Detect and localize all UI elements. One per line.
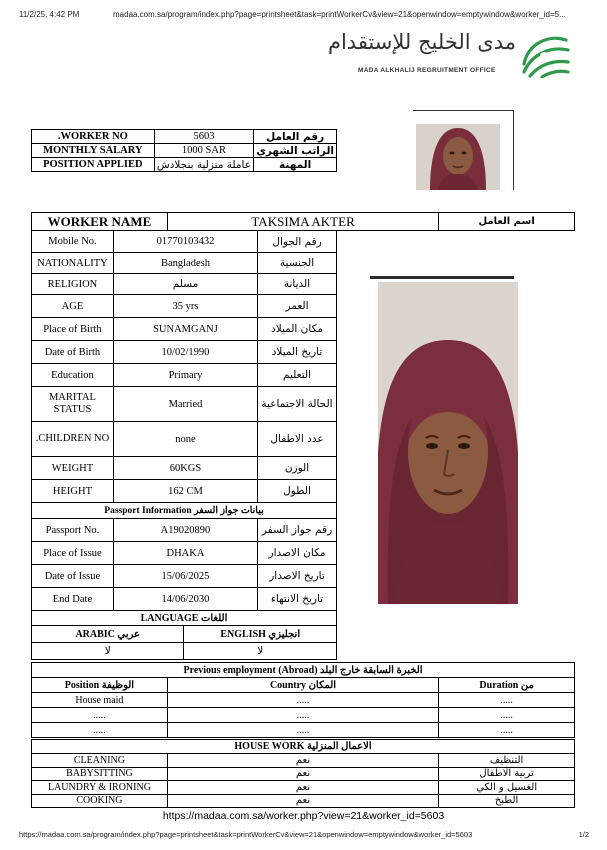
english-label: ENGLISH انجليزي xyxy=(184,626,337,643)
detail-ar: العمر xyxy=(258,295,337,318)
col-position: Position الوظيفة xyxy=(32,678,168,693)
passport-value: 14/06/2030 xyxy=(113,588,257,611)
table-row xyxy=(32,341,337,364)
salary-value: 1000 SAR xyxy=(154,144,254,158)
detail-label: Place of Birth xyxy=(32,318,114,341)
table-row xyxy=(32,422,337,457)
detail-value: none xyxy=(113,422,257,457)
detail-value: مسلم xyxy=(113,274,257,295)
house-work-heading: HOUSE WORK الاعمال المنزلية xyxy=(32,740,575,754)
table-row xyxy=(32,387,337,422)
passport-value: DHAKA xyxy=(113,542,257,565)
table-row xyxy=(32,231,337,253)
table-row xyxy=(32,767,575,781)
table-row xyxy=(32,295,337,318)
table-row xyxy=(32,611,337,626)
detail-ar: الطول xyxy=(258,480,337,503)
passport-ar: مكان الاصدار xyxy=(258,542,337,565)
detail-label: Mobile No. xyxy=(32,231,114,253)
table-row xyxy=(32,693,575,708)
employment-heading: Previous employment (Abroad) الخبرة السابقة خارج البلد xyxy=(32,663,575,678)
detail-label: Date of Birth xyxy=(32,341,114,364)
table-row xyxy=(32,158,337,172)
detail-label: WEIGHT xyxy=(32,457,114,480)
worker-portrait-image xyxy=(416,124,500,190)
detail-label: Education xyxy=(32,364,114,387)
table-row xyxy=(32,781,575,795)
passport-ar: تاريخ الانتهاء xyxy=(258,588,337,611)
worker-name-ar: اسم العامل xyxy=(439,213,575,231)
table-row xyxy=(32,588,337,611)
table-row xyxy=(32,364,337,387)
col-country: Country المكان xyxy=(167,678,438,693)
print-url: madaa.com.sa/program/index.php?page=printsheet&task=printWorkerCv&view=21&openwindow=emptywindow&worker_id=5... xyxy=(113,10,566,19)
detail-value: SUNAMGANJ xyxy=(113,318,257,341)
passport-value: A19020890 xyxy=(113,519,257,542)
house-work-table xyxy=(31,739,575,808)
table-row xyxy=(32,708,575,723)
table-row xyxy=(32,723,575,738)
skill-ar: الغسيل و الكي xyxy=(439,781,575,795)
detail-label: RELIGION xyxy=(32,274,114,295)
worker-portrait-image xyxy=(378,282,518,604)
language-heading: LANGUAGE اللغات xyxy=(32,611,337,626)
passport-label: Place of Issue xyxy=(32,542,114,565)
table-row xyxy=(32,253,337,274)
passport-label: Date of Issue xyxy=(32,565,114,588)
detail-value: Primary xyxy=(113,364,257,387)
passport-ar: تاريخ الاصدار xyxy=(258,565,337,588)
detail-value: 60KGS xyxy=(113,457,257,480)
worker-no-value: 5603 xyxy=(154,130,254,144)
globe-logo-icon xyxy=(518,32,570,78)
col-duration: Duration من xyxy=(439,678,575,693)
table-row xyxy=(32,144,337,158)
detail-ar: الحالة الاجتماعية xyxy=(258,387,337,422)
position-value: عاملة منزلية بنجلادش xyxy=(154,158,254,172)
detail-ar: التعليم xyxy=(258,364,337,387)
detail-value: Married xyxy=(113,387,257,422)
worker-name-table xyxy=(31,212,575,231)
passport-ar: رقم جواز السفر xyxy=(258,519,337,542)
table-row xyxy=(32,643,337,660)
position-label: POSITION APPLIED xyxy=(32,158,155,172)
detail-value: 35 yrs xyxy=(113,295,257,318)
skill-value: نعم xyxy=(167,794,438,808)
position-ar: المهنة xyxy=(254,158,337,172)
detail-value: 10/02/1990 xyxy=(113,341,257,364)
arabic-label: ARABIC عربي xyxy=(32,626,184,643)
detail-ar: مكان الميلاد xyxy=(258,318,337,341)
table-row xyxy=(32,274,337,295)
english-value: لا xyxy=(184,643,337,660)
emp-duration: ..... xyxy=(439,693,575,708)
detail-ar: تاريخ الميلاد xyxy=(258,341,337,364)
divider xyxy=(370,276,514,279)
skill-ar: تربية الاطفال xyxy=(439,767,575,781)
worker-name-label: WORKER NAME xyxy=(32,213,168,231)
emp-country: ..... xyxy=(167,723,438,738)
skill-label: LAUNDRY & IRONING xyxy=(32,781,168,795)
detail-ar: عدد الاطفال xyxy=(258,422,337,457)
skill-value: نعم xyxy=(167,767,438,781)
passport-label: End Date xyxy=(32,588,114,611)
worker-profile-link[interactable]: https://madaa.com.sa/worker.php?view=21&worker_id=5603 xyxy=(162,810,445,822)
detail-value: Bangladesh xyxy=(113,253,257,274)
employment-table xyxy=(31,662,575,738)
detail-ar: رقم الجوال xyxy=(258,231,337,253)
table-row xyxy=(32,480,337,503)
table-row xyxy=(32,754,575,768)
table-row xyxy=(32,565,337,588)
detail-value: 01770103432 xyxy=(113,231,257,253)
company-logo xyxy=(327,30,570,80)
table-row xyxy=(32,503,337,519)
detail-label: HEIGHT xyxy=(32,480,114,503)
table-row xyxy=(32,318,337,341)
passport-heading: Passport Information بيانات جواز السفر xyxy=(32,503,337,519)
detail-ar: الوزن xyxy=(258,457,337,480)
print-footer xyxy=(19,830,589,839)
detail-label: AGE xyxy=(32,295,114,318)
detail-ar: الجنسية xyxy=(258,253,337,274)
skill-value: نعم xyxy=(167,754,438,768)
logo-arabic-text: مدى الخليج للإستقدام xyxy=(327,30,516,54)
table-row xyxy=(32,794,575,808)
table-row xyxy=(32,678,575,693)
salary-ar: الراتب الشهري xyxy=(254,144,337,158)
worker-no-ar: رقم العامل xyxy=(254,130,337,144)
worker-photo-small xyxy=(416,124,500,190)
worker-summary-table xyxy=(31,129,337,172)
skill-value: نعم xyxy=(167,781,438,795)
passport-label: Passport No. xyxy=(32,519,114,542)
print-footer-url: https://madaa.com.sa/program/index.php?page=printsheet&task=printWorkerCv&view=21&openwindow=emptywindow&worker_id=5603 xyxy=(19,830,473,839)
divider xyxy=(413,110,513,111)
skill-label: BABYSITTING xyxy=(32,767,168,781)
worker-no-label: .WORKER NO xyxy=(32,130,155,144)
salary-label: MONTHLY SALARY xyxy=(32,144,155,158)
arabic-value: لا xyxy=(32,643,184,660)
emp-country: ..... xyxy=(167,693,438,708)
table-row xyxy=(32,626,337,643)
worker-name-value: TAKSIMA AKTER xyxy=(167,213,438,231)
passport-value: 15/06/2025 xyxy=(113,565,257,588)
emp-position: ..... xyxy=(32,723,168,738)
emp-duration: ..... xyxy=(439,723,575,738)
emp-country: ..... xyxy=(167,708,438,723)
table-row xyxy=(32,519,337,542)
emp-position: House maid xyxy=(32,693,168,708)
logo-english-text: MADA ALKHALIJ REGRUITMENT OFFICE xyxy=(358,67,496,74)
worker-photo-large xyxy=(378,282,518,604)
print-datetime: 11/2/25, 4:42 PM xyxy=(19,10,80,19)
personal-details-table xyxy=(31,230,337,611)
emp-position: ..... xyxy=(32,708,168,723)
skill-ar: الطبخ xyxy=(439,794,575,808)
language-table xyxy=(31,610,337,660)
page-number: 1/2 xyxy=(578,830,589,839)
table-row xyxy=(32,130,337,144)
table-row xyxy=(32,740,575,754)
emp-duration: ..... xyxy=(439,708,575,723)
detail-label: .CHILDREN NO xyxy=(32,422,114,457)
skill-label: CLEANING xyxy=(32,754,168,768)
table-row xyxy=(32,663,575,678)
table-row xyxy=(32,457,337,480)
skill-label: COOKING xyxy=(32,794,168,808)
skill-ar: التنظيف xyxy=(439,754,575,768)
divider xyxy=(513,110,514,190)
detail-label: NATIONALITY xyxy=(32,253,114,274)
detail-value: 162 CM xyxy=(113,480,257,503)
table-row xyxy=(32,542,337,565)
detail-label: MARITAL STATUS xyxy=(32,387,114,422)
table-row xyxy=(32,213,575,231)
detail-ar: الديانة xyxy=(258,274,337,295)
